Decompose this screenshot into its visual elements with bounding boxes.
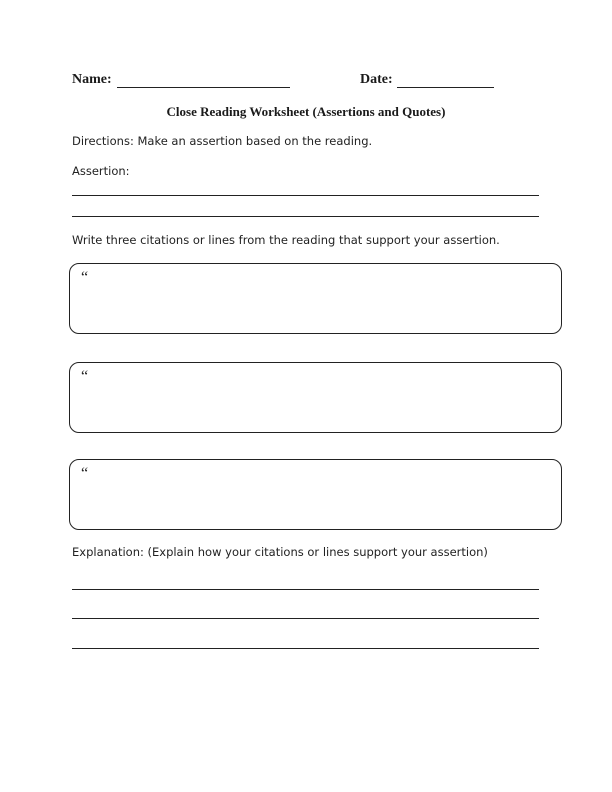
explanation-line-3[interactable]	[72, 648, 539, 649]
explanation-label: Explanation: (Explain how your citations or lines support your assertion)	[72, 545, 488, 559]
assertion-line-2[interactable]	[72, 216, 539, 217]
citations-prompt: Write three citations or lines from the reading that support your assertion.	[72, 233, 500, 247]
assertion-label: Assertion:	[72, 164, 130, 178]
quote-box-1[interactable]	[69, 263, 562, 334]
date-label: Date:	[360, 72, 393, 87]
quote-box-3[interactable]	[69, 459, 562, 530]
worksheet-title: Close Reading Worksheet (Assertions and Quotes)	[166, 104, 446, 119]
header-row	[72, 72, 542, 92]
explanation-line-2[interactable]	[72, 618, 539, 619]
explanation-line-1[interactable]	[72, 589, 539, 590]
open-quote-mark: “	[81, 269, 89, 286]
assertion-line-1[interactable]	[72, 195, 539, 196]
name-field-line[interactable]	[117, 87, 290, 88]
name-label: Name:	[72, 72, 112, 87]
date-field-line[interactable]	[397, 87, 494, 88]
quote-box-2[interactable]	[69, 362, 562, 433]
directions-text: Directions: Make an assertion based on the reading.	[72, 134, 373, 148]
open-quote-mark: “	[81, 368, 89, 385]
open-quote-mark: “	[81, 465, 89, 482]
